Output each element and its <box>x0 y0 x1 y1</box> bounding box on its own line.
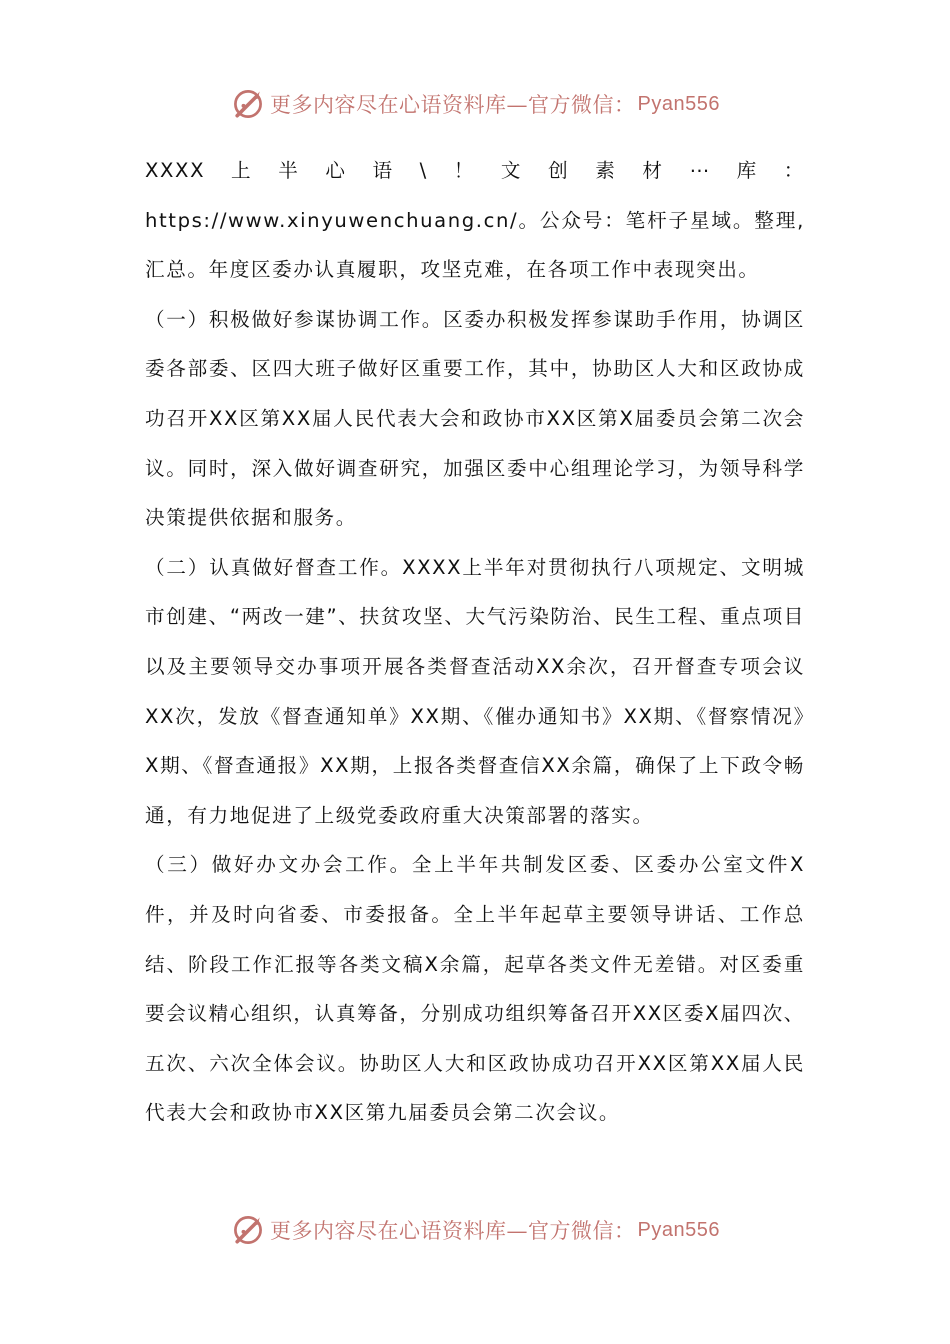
watermark-text: 更多内容尽在心语资料库—官方微信： <box>270 93 636 117</box>
paragraph-intro: XXXX上半心语\！文创素材⋯库：https://www.xinyuwenchuang.cn/。公众号：笔杆子星域。整理,汇总。年度区委办认真履职，攻坚克难，在各项工作中表现突出。 <box>145 159 805 282</box>
watermark-text: 更多内容尽在心语资料库—官方微信： <box>270 1219 636 1243</box>
header-watermark <box>0 84 950 124</box>
paragraph-section-2: （二）认真做好督查工作。XXXX上半年对贯彻执行八项规定、文明城市创建、“两改一建”、扶贫攻坚、大气污染防治、民生工程、重点项目以及主要领导交办事项开展各类督查活动XX余次，召开督查专项会议XX次，发放《督查通知单》XX期、《催办通知书》XX期、《督察情况》X期、《督查通报》XX期，上报各类督查信XX余篇，确保了上下政令畅通，有力地促进了上级党委政府重大决策部署的落实。 <box>145 555 805 827</box>
watermark-wechat-id: Pyan556 <box>637 92 720 115</box>
document-body <box>145 146 805 1138</box>
pen-logo-icon <box>230 86 266 122</box>
paragraph-section-3: （三）做好办文办会工作。全上半年共制发区委、区委办公室文件X件，并及时向省委、市委报备。全上半年起草主要领导讲话、工作总结、阶段工作汇报等各类文稿X余篇，起草各类文件无差错。对区委重要会议精心组织，认真筹备，分别成功组织筹备召开XX区委X届四次、五次、六次全体会议。协助区人大和区政协成功召开XX区第XX届人民代表大会和政协市XX区第九届委员会第二次会议。 <box>145 853 805 1125</box>
watermark-wechat-id: Pyan556 <box>637 1218 720 1241</box>
paragraph-section-1: （一）积极做好参谋协调工作。区委办积极发挥参谋助手作用，协调区委各部委、区四大班子做好区重要工作，其中，协助区人大和区政协成功召开XX区第XX届人民代表大会和政协市XX区第X届委员会第二次会议。同时，深入做好调查研究，加强区委中心组理论学习，为领导科学决策提供依据和服务。 <box>145 307 805 530</box>
pen-logo-icon <box>230 1212 266 1248</box>
footer-watermark <box>0 1210 950 1250</box>
